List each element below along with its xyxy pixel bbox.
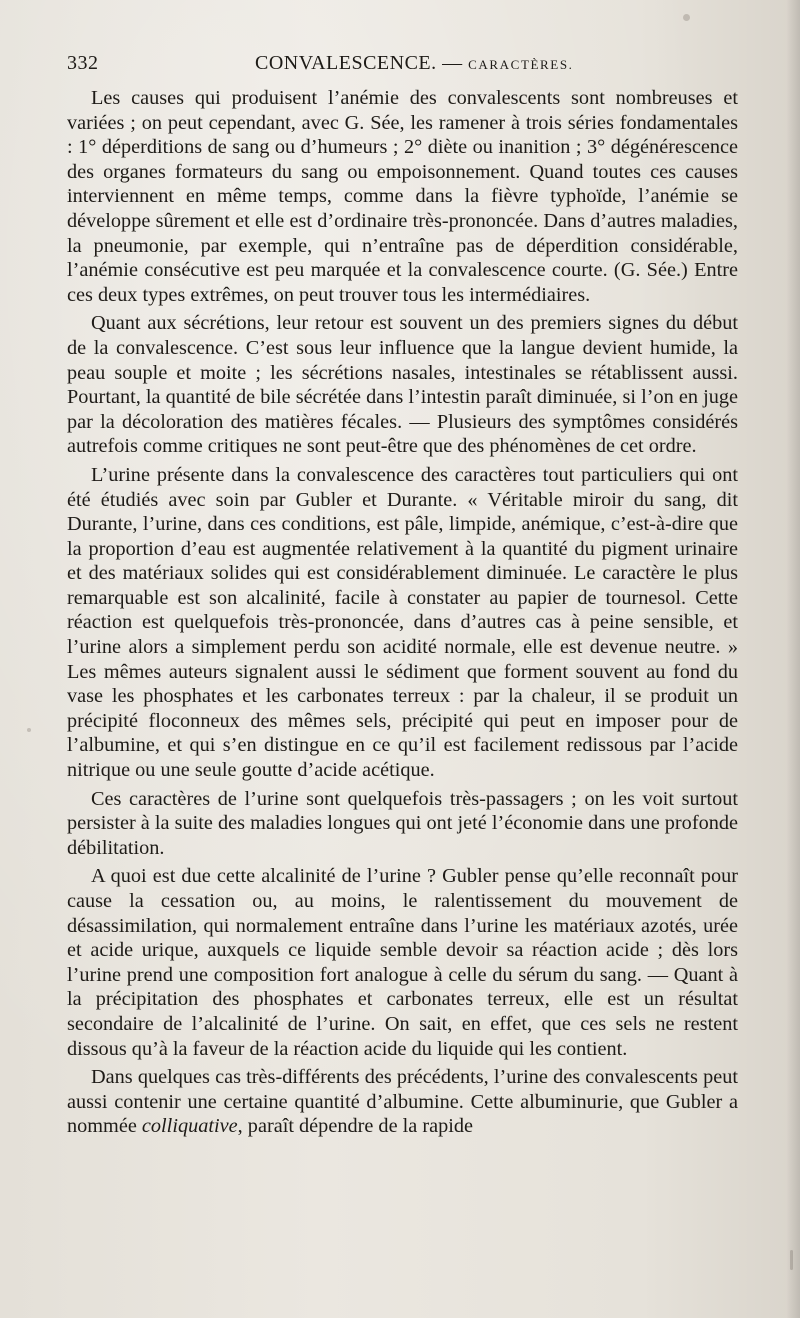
header-separator: —	[442, 52, 463, 74]
section-subtitle: CARACTÈRES.	[468, 57, 574, 72]
paragraph-transient-characters: Ces caractères de l’urine sont quelquefois très-passagers ; on les voit surtout persister à la suite des maladies longues qui ont jeté l’économie dans une profonde débilitation.	[67, 787, 738, 859]
paragraph-urine-characteristics: L’urine présente dans la convalescence des caractères tout particuliers qui ont été étudiés avec soin par Gubler et Durante. « Véritable miroir du sang, dit Durante, l’urine, dans ces conditions, est pâle, limpide, anémique, c’est-à-dire que la proportion d’eau est augmentée relativement à la quantité du pigment urinaire et des matériaux solides qui est considérablement diminuée. Le caractère le plus remarquable est son alcalinité, facile à constater au papier de tournesol. Cette réaction est quelquefois très-prononcée, dans d’autres cas à peine sensible, et l’urine alors a simplement perdu son acidité normale, elle est devenue neutre. » Les mêmes auteurs signalent aussi le sédiment que forment souvent au fond du vase les phosphates et les carbonates terreux : par la chaleur, il se produit un précipité floconneux des mêmes sels, précipité qui peut en imposer pour de l’albumine, et qui s’en distingue en ce qu’il est facilement redissous par l’acide nitrique ou une seule goutte d’acide acétique.	[67, 463, 738, 782]
albuminuria-text-end: , paraît dépendre de la rapide	[237, 1115, 474, 1138]
page-edge-shadow	[786, 0, 800, 1318]
paragraph-anemia-causes: Les causes qui produisent l’anémie des convalescents sont nombreuses et variées ; on peut cependant, avec G. Sée, les ramener à trois séries fondamentales : 1° déperditions de sang ou d’humeurs ; 2° diète ou inanition ; 3° dégénérescence des organes formateurs du sang ou empoisonnement. Quand toutes ces causes interviennent en même temps, comme dans la fièvre typhoïde, l’anémie se développe sûrement et elle est d’ordinaire très-prononcée. Dans d’autres maladies, la pneumonie, par exemple, qui n’entraîne pas de déperdition considérable, l’anémie consécutive est peu marquée et la convalescence courte. (G. Sée.) Entre ces deux types extrêmes, on peut trouver tous les intermédiaires.	[67, 87, 738, 306]
albuminuria-text-start: Dans quelques cas très-différents des précédents, l’urine des convalescents peut aussi contenir une certaine quantité d’albumine. Cette albuminurie, que Gubler a nommée	[67, 1066, 738, 1138]
paragraph-secretions: Quant aux sécrétions, leur retour est souvent un des premiers signes du début de la convalescence. C’est sous leur influence que la langue devient humide, la peau souple et moite ; les sécrétions nasales, intestinales se rétablissent aussi. Pourtant, la quantité de bile sécrétée dans l’intestin paraît diminuée, si l’on en juge par la décoloration des matières fécales. — Plusieurs des symptômes considérés autrefois comme critiques ne sont peut-être que des phénomènes de cet ordre.	[67, 312, 738, 458]
body-text	[67, 86, 738, 1143]
running-head-title	[255, 52, 574, 75]
chapter-title: CONVALESCENCE.	[255, 52, 437, 74]
paper-speck	[790, 1250, 793, 1270]
page-number: 332	[67, 52, 99, 74]
running-header	[67, 52, 737, 82]
paper-speck	[27, 728, 31, 732]
paragraph-albuminuria	[67, 1065, 738, 1139]
paper-speck	[683, 14, 690, 21]
italic-term-colliquative: colliquative	[141, 1115, 238, 1138]
paragraph-alkalinity-cause: A quoi est due cette alcalinité de l’urine ? Gubler pense qu’elle reconnaît pour cause la cessation ou, au moins, le ralentissement du mouvement de désassimilation, qui normalement entraîne dans l’urine les matériaux azotés, urée et acide urique, auxquels ce liquide semble devoir sa réaction acide ; dès lors l’urine prend une composition fort analogue à celle du sérum du sang. — Quant à la précipitation des phosphates et carbonates terreux, elle est un résultat secondaire de l’alcalinité de l’urine. On sait, en effet, que ces sels ne restent dissous qu’à la faveur de la réaction acide du liquide qui les contient.	[67, 865, 738, 1060]
